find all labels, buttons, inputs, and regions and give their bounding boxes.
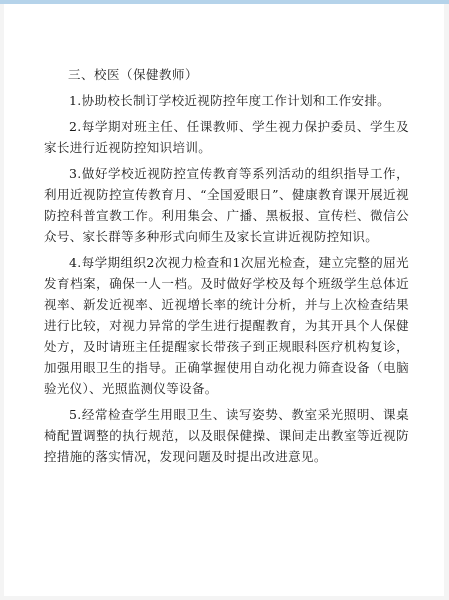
paragraph-2: 2.每学期对班主任、任课教师、学生视力保护委员、学生及家长进行近视防控知识培训。 [44,119,409,155]
paragraph-1: 1.协助校长制订学校近视防控年度工作计划和工作安排。 [69,93,391,108]
paragraph-4: 4.每学期组织2次视力检查和1次屈光检查，建立完整的屈光发育档案，确保一人一档。及时做好学校及每个班级学生总体近视率、新发近视率、近视增长率的统计分析，并与上次检查结果进行比较，对视力异常的学生进行提醒教育，为其开具个人保健处方，及时请班主任提醒家长带孩子到正规眼科医疗机构复诊，加强用眼卫生的指导。正确掌握使用自动化视力筛查设备（电脑验光仪）、光照监测仪等设备。 [44,255,409,396]
paragraph-5: 5.经常检查学生用眼卫生、读写姿势、教室采光照明、课桌椅配置调整的执行规范，以及眼保健操、课间走出教室等近视防控措施的落实情况，发现问题及时提出改进意见。 [44,407,409,464]
document-body [44,64,409,472]
paragraph-3: 3.做好学校近视防控宣传教育等系列活动的组织指导工作，利用近视防控宣传教育月、“全国爱眼日”、健康教育课开展近视防控科普宣教工作。利用集会、广播、黑板报、宣传栏、微信公众号、家长群等多种形式向师生及家长宣讲近视防控知识。 [44,166,409,244]
document-page [4,4,444,596]
section-heading: 三、校医（保健教师） [68,67,199,82]
